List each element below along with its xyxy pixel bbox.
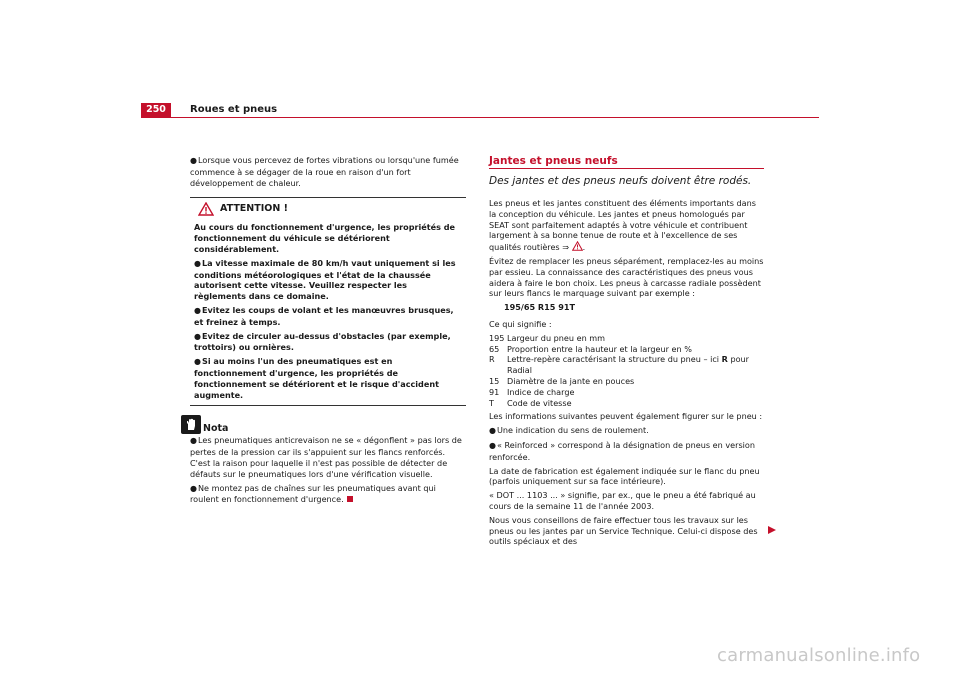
paragraph: La date de fabrication est également indiquée sur le flanc du pneu (parfois uniquement sur sa face intérieure). — [489, 465, 760, 487]
warning-triangle-icon — [198, 202, 214, 216]
info-hand-icon — [181, 415, 201, 434]
definition-row: T Code de vitesse — [489, 397, 572, 408]
note-title: Nota — [203, 423, 229, 435]
section-rule — [489, 168, 764, 169]
warning-bullet: ●Si au moins l'un des pneumatiques est en fonctionnement d'urgence, les propriétés de fonctionnement se détériorent et le risque d'accident augmente. — [194, 356, 439, 400]
right-column — [489, 155, 764, 550]
bullet-icon: ● — [194, 331, 201, 341]
bullet-icon: ● — [489, 426, 496, 436]
warning-reference-icon — [572, 241, 583, 251]
paragraph: Nous vous conseillons de faire effectuer tous les travaux sur les pneus ou les jantes par un Service Technique. Celui-ci dispose des outils spéciaux et des — [489, 514, 758, 547]
definition-list — [489, 333, 764, 409]
bullet-icon: ● — [190, 156, 197, 165]
bullet-icon: ● — [194, 357, 201, 367]
warning-bullet: ●Evitez de circuler au-dessus d'obstacles (par exemple, trottoirs) ou ornières. — [194, 330, 451, 353]
paragraph: Évitez de remplacer les pneus séparément, remplacez-les au moins par essieu. La connaissance des caractéristiques des pneus vous aidera à faire le bon choix. Les pneus à carcasse radiale possèdent sur leurs flancs le marquage suivant par exemple : — [489, 255, 764, 299]
bullet-icon: ● — [194, 305, 201, 315]
warning-paragraph: Au cours du fonctionnement d'urgence, les propriétés de fonctionnement du véhicule se détériorent considérablement. — [194, 222, 456, 254]
paragraph: « DOT ... 1103 ... » signifie, par ex., que le pneu a été fabriqué au cours de la semaine 11 de l'année 2003. — [489, 490, 756, 511]
page-header — [141, 103, 819, 117]
section-subtitle: Des jantes et des pneus neufs doivent être rodés. — [489, 175, 752, 187]
info-bullet: ●« Reinforced » correspond à la désignation de pneus en version renforcée. — [489, 439, 756, 462]
watermark: carmanualsonline.info — [717, 645, 921, 666]
definition-row: 91 Indice de charge — [489, 386, 575, 397]
intro-bullet: ●Lorsque vous percevez de fortes vibrations ou lorsqu'une fumée commence à se dégager de la roue en raison d'un fort développement de chaleur. — [190, 155, 459, 188]
bullet-icon: ● — [190, 436, 197, 446]
info-bullet: ●Une indication du sens de roulement. — [489, 425, 649, 436]
section-end-icon — [347, 496, 353, 502]
definition-row: 195 Largeur du pneu en mm — [489, 332, 606, 343]
warning-heading — [198, 202, 461, 216]
continue-arrow-icon — [767, 525, 777, 535]
meaning-intro: Ce qui signifie : — [489, 318, 552, 329]
note-bullet: ●Ne montez pas de chaînes sur les pneumatiques avant qui roulent en fonctionnement d'urgence. — [190, 482, 436, 505]
chapter-title: Roues et pneus — [190, 104, 278, 115]
note-bullet: ●Les pneumatiques anticrevaison ne se « dégonflent » pas lors de pertes de la pression car ils s'appuient sur les flancs renforcés. C'est la raison pour laquelle il n'est pas possible de détecter de défauts sur le pneumatiques lors d'une vérification visuelle. — [190, 435, 462, 479]
definition-row: 65 Proportion entre la hauteur et la largeur en % — [489, 343, 692, 354]
paragraph: Les pneus et les jantes constituent des éléments importants dans la conception du véhicule. Les jantes et pneus homologués par SEAT sont parfaitement adaptés à votre véhicule et contribuent largement à sa bonne tenue de route et à l'excellence de ses qualités routières ⇒ . — [489, 198, 756, 253]
left-column — [190, 155, 466, 508]
warning-box — [190, 197, 466, 406]
note-heading — [190, 415, 466, 434]
warning-bullet: ●Evitez les coups de volant et les manœuvres brusques, et freinez à temps. — [194, 304, 454, 327]
section-title: Jantes et pneus neufs — [489, 155, 618, 167]
info-intro: Les informations suivantes peuvent également figurer sur le pneu : — [489, 411, 763, 422]
bullet-icon: ● — [489, 440, 496, 450]
definition-row: 15 Diamètre de la jante en pouces — [489, 375, 635, 386]
header-rule — [141, 117, 819, 118]
tire-code: 195/65 R15 91T — [504, 302, 576, 313]
definition-row: R Lettre-repère caractérisant la structure du pneu – ici R pour Radial — [489, 354, 749, 376]
page-number: 250 — [141, 103, 171, 117]
bullet-icon: ● — [194, 258, 201, 268]
warning-bullet: ●La vitesse maximale de 80 km/h vaut uniquement si les conditions météorologiques et l'état de la chaussée autorisent cette vitesse. Veuillez respecter les règlements dans ce domaine. — [194, 257, 456, 302]
warning-title: ATTENTION ! — [220, 202, 288, 214]
bullet-icon: ● — [190, 483, 197, 493]
